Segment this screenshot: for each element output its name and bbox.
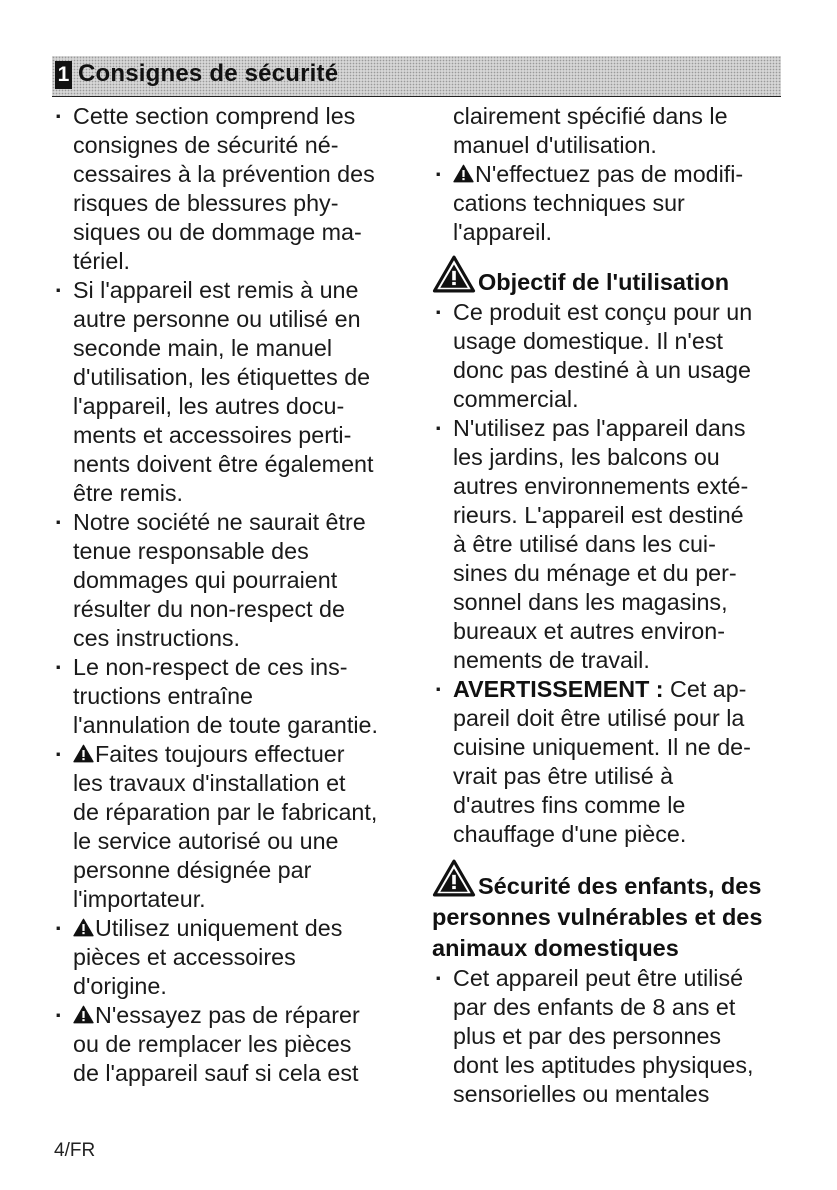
bullet-item [432,414,784,675]
text-line: l'importateur. [73,886,206,912]
text-line: consignes de sécurité né- [73,132,339,158]
text-line: · Le non-respect de ces ins- [73,654,348,680]
text-line: · Si l'appareil est remis à une [73,277,359,303]
text-line: nements de travail. [453,647,650,673]
text-line: seconde main, le manuel [73,335,333,361]
text-line: d'origine. [73,973,167,999]
section-heading-text: Objectif de l'utilisation [478,269,730,295]
section-heading-text: Sécurité des enfants, des [478,873,762,899]
warning-icon [73,744,94,763]
text-line: risques de blessures phy- [73,190,339,216]
text-line: pareil doit être utilisé pour la [453,705,745,731]
warning-icon [432,255,476,293]
text-line: nents doivent être également [73,451,374,477]
text-line: cessaires à la prévention des [73,161,375,187]
text-line: sines du ménage et du per- [453,560,737,586]
text-line: à être utilisé dans les cui- [453,531,716,557]
text-line: l'appareil, les autres docu- [73,393,345,419]
warning-icon [73,1005,94,1024]
text-line: sensorielles ou mentales [453,1081,710,1107]
right-column [432,102,784,1109]
bullet-item [52,508,422,653]
text-line: cations techniques sur [453,190,685,216]
text-line: · Notre société ne saurait être [73,509,366,535]
text-line: · N'utilisez pas l'appareil dans [453,415,746,441]
text-line: usage domestique. Il n'est [453,328,723,354]
text-line: N'essayez pas de réparer [95,1002,360,1028]
text-line: ces instructions. [73,625,241,651]
warning-icon [73,918,94,937]
page-number: 4/FR [54,1140,96,1161]
bullet-item [432,298,784,414]
text-line: autre personne ou utilisé en [73,306,361,332]
section-heading-text: animaux domestiques [432,935,679,961]
section-heading-children-safety [432,859,784,964]
text-line: vrait pas être utilisé à [453,763,674,789]
bullet-item [432,964,784,1109]
text-line: tructions entraîne [73,683,254,709]
text-line: · Ce produit est conçu pour un [453,299,753,325]
text-line: ments et accessoires perti- [73,422,352,448]
chapter-header [52,56,781,97]
text-line: les jardins, les balcons ou [453,444,720,470]
text-line: résulter du non-respect de [73,596,345,622]
text-line: siques ou de dommage ma- [73,219,362,245]
text-line: être remis. [73,480,184,506]
chapter-number-badge: 1 [55,61,72,89]
text-line: de réparation par le fabricant, [73,799,378,825]
text-line: par des enfants de 8 ans et [453,994,736,1020]
warning-icon [453,164,474,183]
text-line: autres environnements exté- [453,473,749,499]
bullet-item [52,653,422,740]
warning-icon [432,859,476,897]
text-line: l'annulation de toute garantie. [73,712,378,738]
text-line: Cet ap- [663,676,747,702]
text-line: dont les aptitudes physiques, [453,1052,754,1078]
warning-keyword: AVERTISSEMENT : [453,676,664,702]
text-line: · Cette section comprend les [73,103,356,129]
text-line: de l'appareil sauf si cela est [73,1060,359,1086]
text-line: pièces et accessoires [73,944,296,970]
continued-text [432,102,784,160]
text-line: plus et par des personnes [453,1023,722,1049]
text-line: · Cet appareil peut être utilisé [453,965,744,991]
text-line: rieurs. L'appareil est destiné [453,502,744,528]
text-line: Faites toujours effectuer [95,741,345,767]
bullet-item [52,276,422,508]
text-line: tenue responsable des [73,538,309,564]
text-line: tériel. [73,248,130,274]
text-line: cuisine uniquement. Il ne de- [453,734,751,760]
bullet-item [432,675,784,849]
text-line: l'appareil. [453,219,552,245]
text-line: chauffage d'une pièce. [453,821,687,847]
bullet-item [432,160,784,247]
text-line: N'effectuez pas de modifi- [475,161,744,187]
chapter-title: Consignes de sécurité [78,60,339,87]
section-heading-text: personnes vulnérables et des [432,904,763,930]
text-line: dommages qui pourraient [73,567,338,593]
text-line: commercial. [453,386,579,412]
bullet-item [52,102,422,276]
section-heading-usage [432,255,784,298]
text-line: les travaux d'installation et [73,770,346,796]
text-line: ou de remplacer les pièces [73,1031,352,1057]
text-line: d'autres fins comme le [453,792,686,818]
text-line: clairement spécifié dans le [453,103,728,129]
bullet-item [52,914,422,1001]
text-line: manuel d'utilisation. [453,132,657,158]
text-line: personne désignée par [73,857,312,883]
text-line: sonnel dans les magasins, [453,589,728,615]
text-line: donc pas destiné à un usage [453,357,751,383]
text-line: Utilisez uniquement des [95,915,343,941]
bullet-item [52,740,422,914]
text-line: d'utilisation, les étiquettes de [73,364,371,390]
bullet-item [52,1001,422,1088]
left-column [52,102,422,1088]
text-line: bureaux et autres environ- [453,618,725,644]
text-line: le service autorisé ou une [73,828,339,854]
